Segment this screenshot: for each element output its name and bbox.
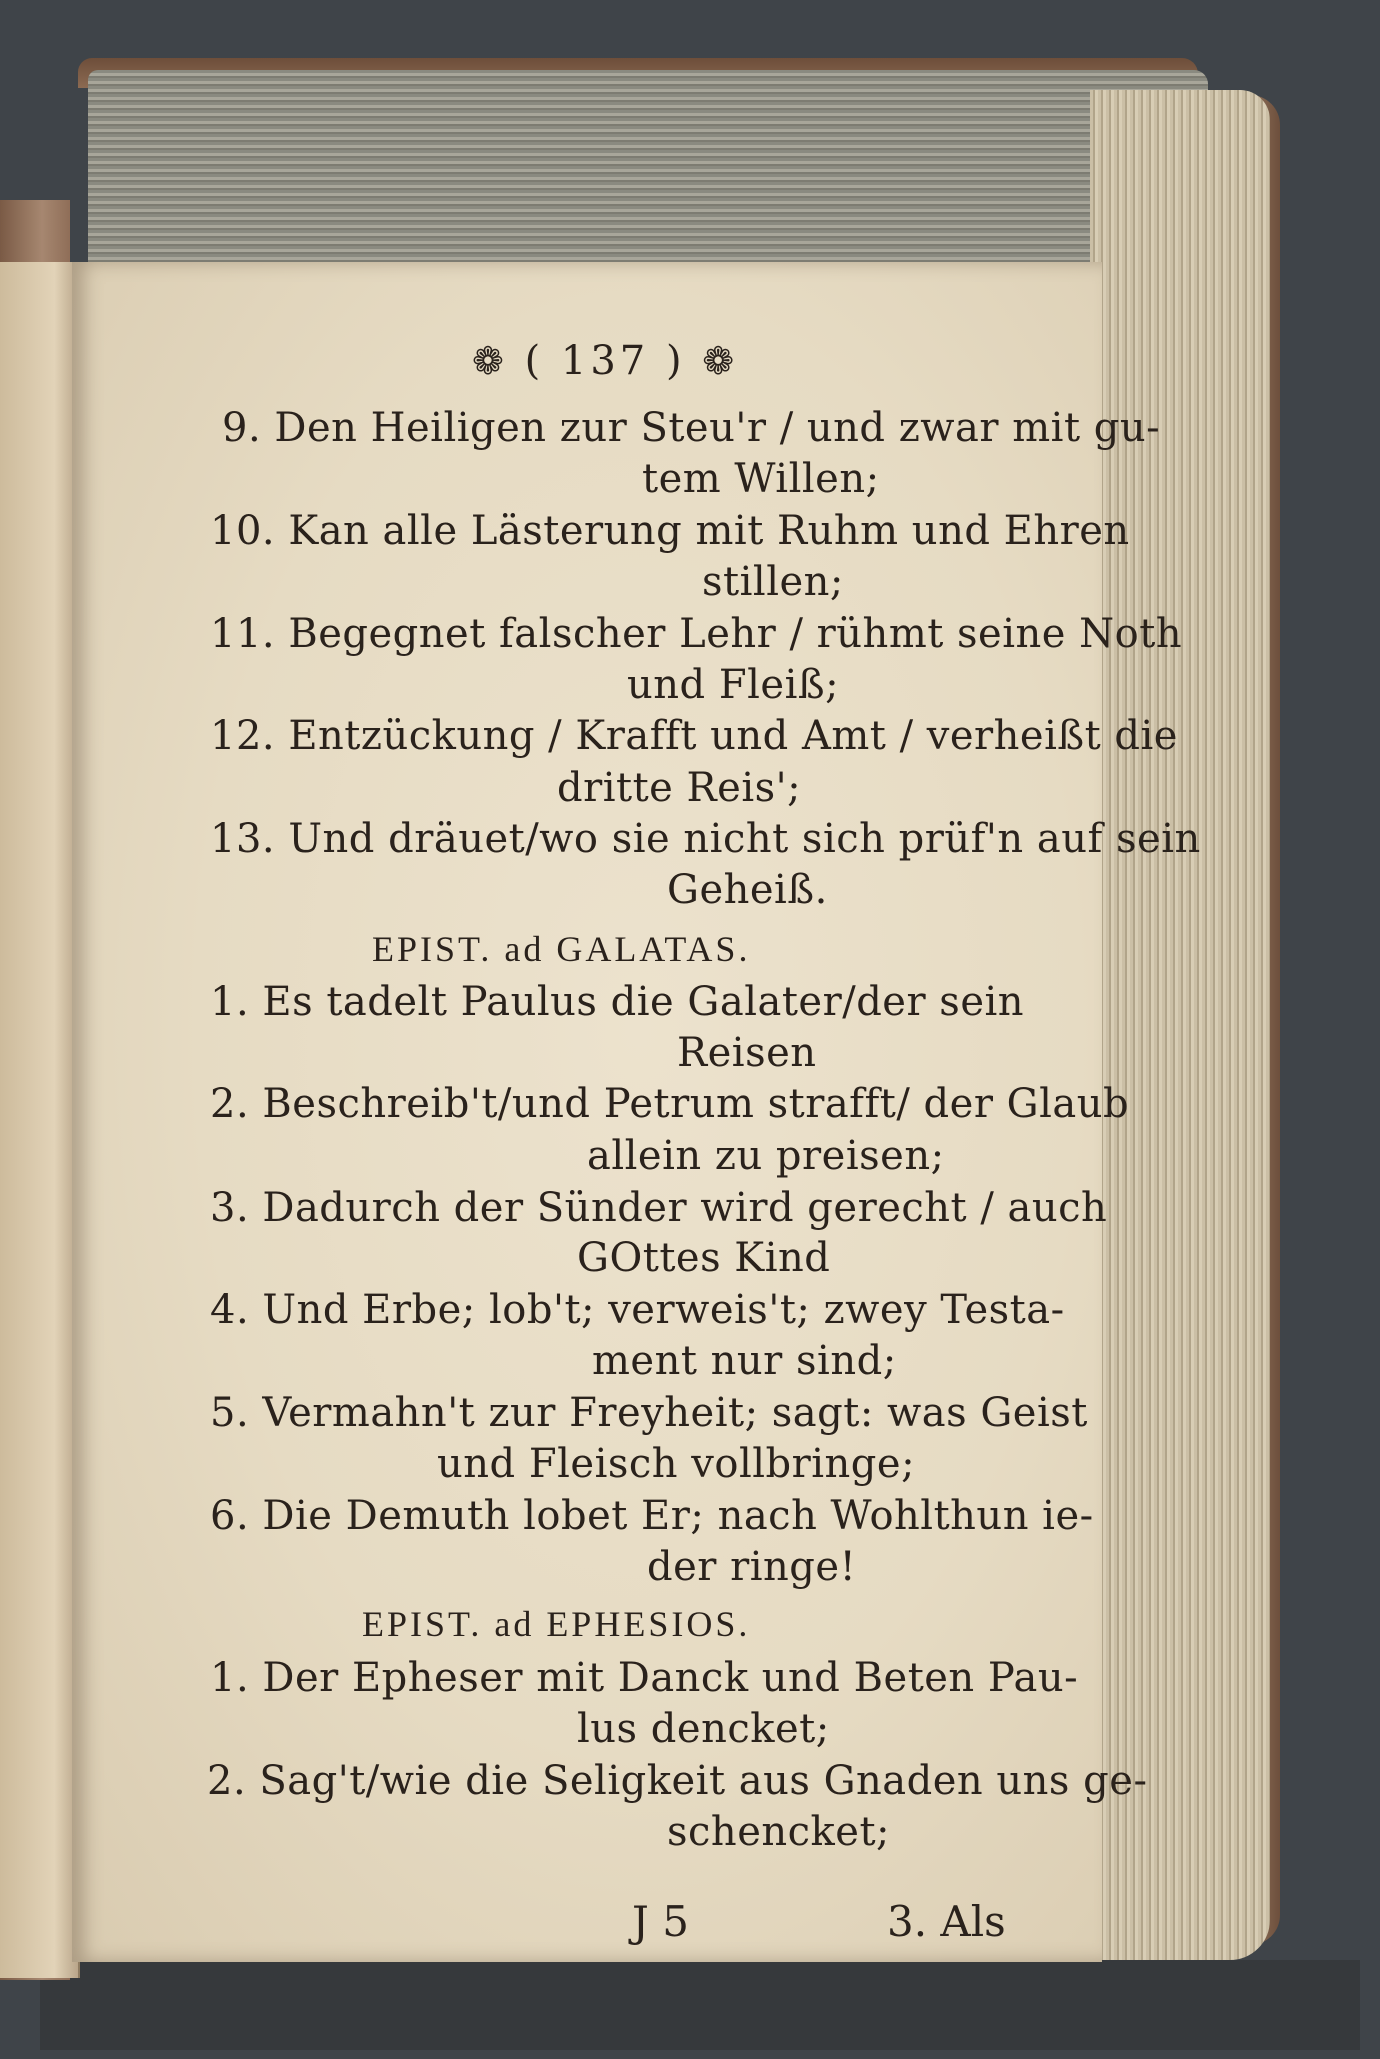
verse-line: 4. Und Erbe; lob't; verweis't; zwey Testa- (210, 1287, 1065, 1333)
verse-line: stillen; (702, 559, 844, 605)
page-text (72, 262, 1201, 1962)
verse-line: ment nur sind; (592, 1338, 897, 1384)
verse-line: 5. Vermahn't zur Freyheit; sagt: was Geist (210, 1390, 1088, 1436)
page-block-right-edge (1090, 90, 1270, 1960)
verse-line: 13. Und dräuet/wo sie nicht sich prüf'n auf sein (210, 816, 1201, 862)
verse-line: tem Willen; (642, 456, 880, 502)
ornament-right-icon: ❁ (702, 339, 739, 383)
verse-line: Reisen (677, 1030, 817, 1076)
verse-line: 11. Begegnet falscher Lehr / rühmt seine Noth (210, 611, 1183, 657)
verse-line: 1. Es tadelt Paulus die Galater/der sein (210, 979, 1025, 1025)
section-heading-ephesios: EPIST. ad EPHESIOS. (362, 1604, 751, 1644)
facing-page-edge (0, 262, 80, 1978)
verse-line: und Fleiß; (627, 662, 840, 708)
verse-line: lus dencket; (577, 1706, 830, 1752)
page-block-top-edge (88, 70, 1208, 270)
verse-line: 12. Entzückung / Krafft und Amt / verheißt die (210, 713, 1178, 759)
verse-line: 6. Die Demuth lobet Er; nach Wohlthun ie- (210, 1493, 1094, 1539)
verse-line: 3. Dadurch der Sünder wird gerecht / auch (210, 1185, 1108, 1231)
verse-line: schencket; (667, 1809, 890, 1855)
verse-line: 9. Den Heiligen zur Steu'r / und zwar mit gu- (222, 405, 1161, 451)
page-header (472, 337, 738, 385)
page-number: ( 137 ) (524, 338, 686, 384)
verse-line: 2. Sag't/wie die Seligkeit aus Gnaden uns ge- (207, 1758, 1148, 1804)
verse-line: der ringe! (647, 1544, 857, 1590)
verse-line: 2. Beschreib't/und Petrum strafft/ der Glaub (210, 1081, 1130, 1127)
catchword: 3. Als (887, 1897, 1006, 1946)
book-page (72, 262, 1201, 1962)
verse-line: dritte Reis'; (557, 765, 802, 811)
signature-mark: J 5 (632, 1897, 689, 1946)
verse-line: und Fleisch vollbringe; (437, 1441, 916, 1487)
verse-line: 10. Kan alle Lästerung mit Ruhm und Ehren (210, 508, 1130, 554)
section-heading-galatas: EPIST. ad GALATAS. (372, 929, 751, 969)
verse-line: Geheiß. (667, 867, 828, 913)
verse-line: allein zu preisen; (587, 1133, 945, 1179)
verse-line: GOttes Kind (577, 1235, 831, 1281)
background-surface (40, 1960, 1360, 2050)
ornament-left-icon: ❁ (472, 339, 508, 383)
verse-line: 1. Der Epheser mit Danck und Beten Pau- (210, 1655, 1079, 1701)
